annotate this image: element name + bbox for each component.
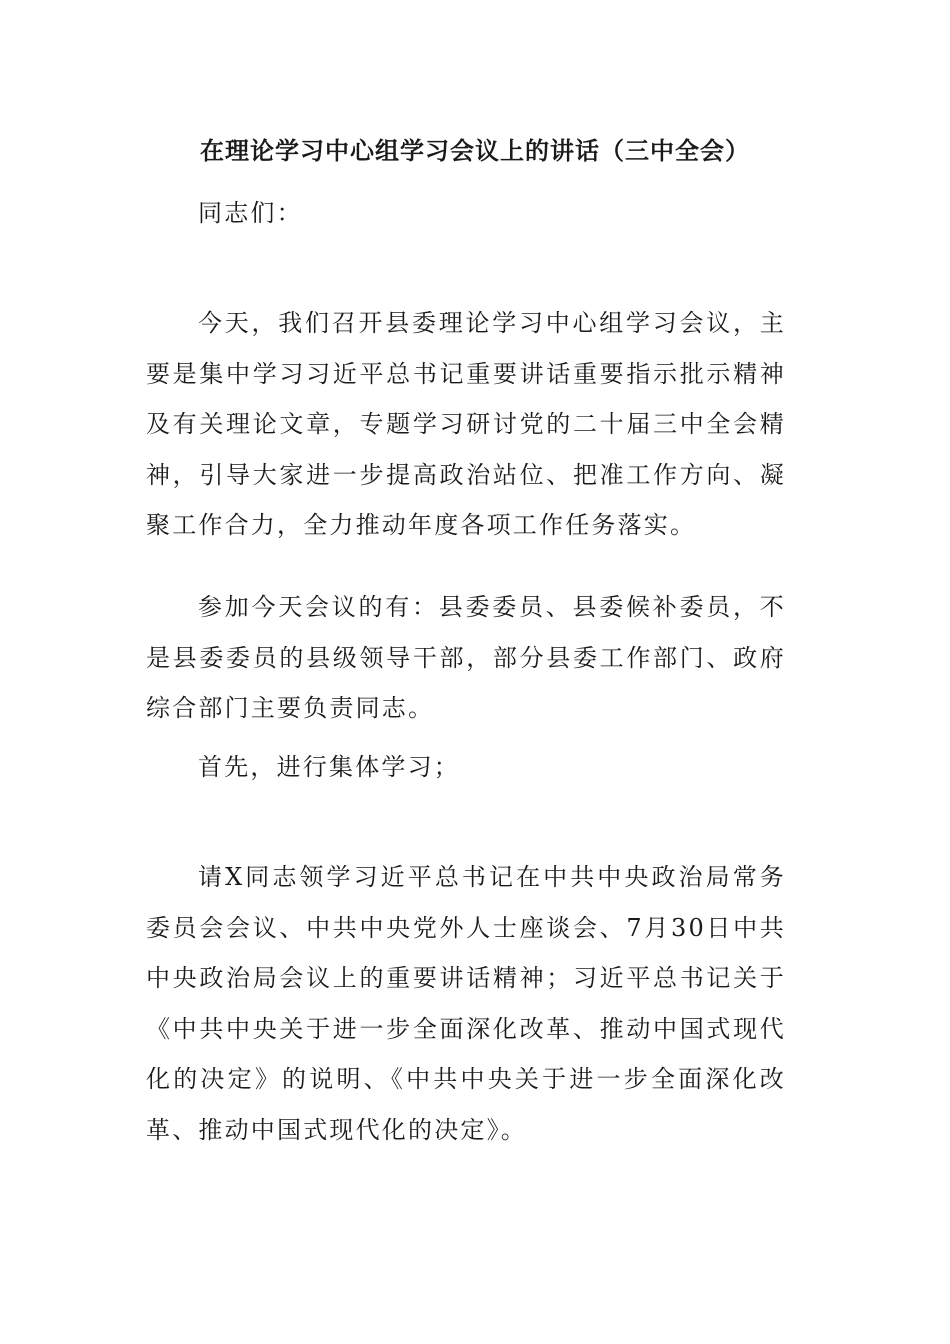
paragraph-attendees: 参加今天会议的有：县委委员、县委候补委员，不是县委委员的县级领导干部，部分县委工作部门、政府综合部门主要负责同志。 xyxy=(146,593,786,722)
paragraph-study-content: 请X同志领学习近平总书记在中共中央政治局常务委员会会议、中共中央党外人士座谈会、7月30日中共中央政治局会议上的重要讲话精神；习近平总书记关于《中共中央关于进一步全面深化改革、推动中国式现代化的决定》的说明、《中共中央关于进一步全面深化改革、推动中国式现代化的决定》。 xyxy=(146,863,786,1144)
paragraph-opening: 今天，我们召开县委理论学习中心组学习会议，主要是集中学习习近平总书记重要讲话重要指示批示精神及有关理论文章，专题学习研讨党的二十届三中全会精神，引导大家进一步提高政治站位、把准工作方向、凝聚工作合力，全力推动年度各项工作任务落实。 xyxy=(146,309,786,539)
paragraph-collective-study: 首先，进行集体学习； xyxy=(198,753,460,781)
document-title: 在理论学习中心组学习会议上的讲话（三中全会） xyxy=(200,136,750,165)
greeting: 同志们： xyxy=(198,199,303,227)
